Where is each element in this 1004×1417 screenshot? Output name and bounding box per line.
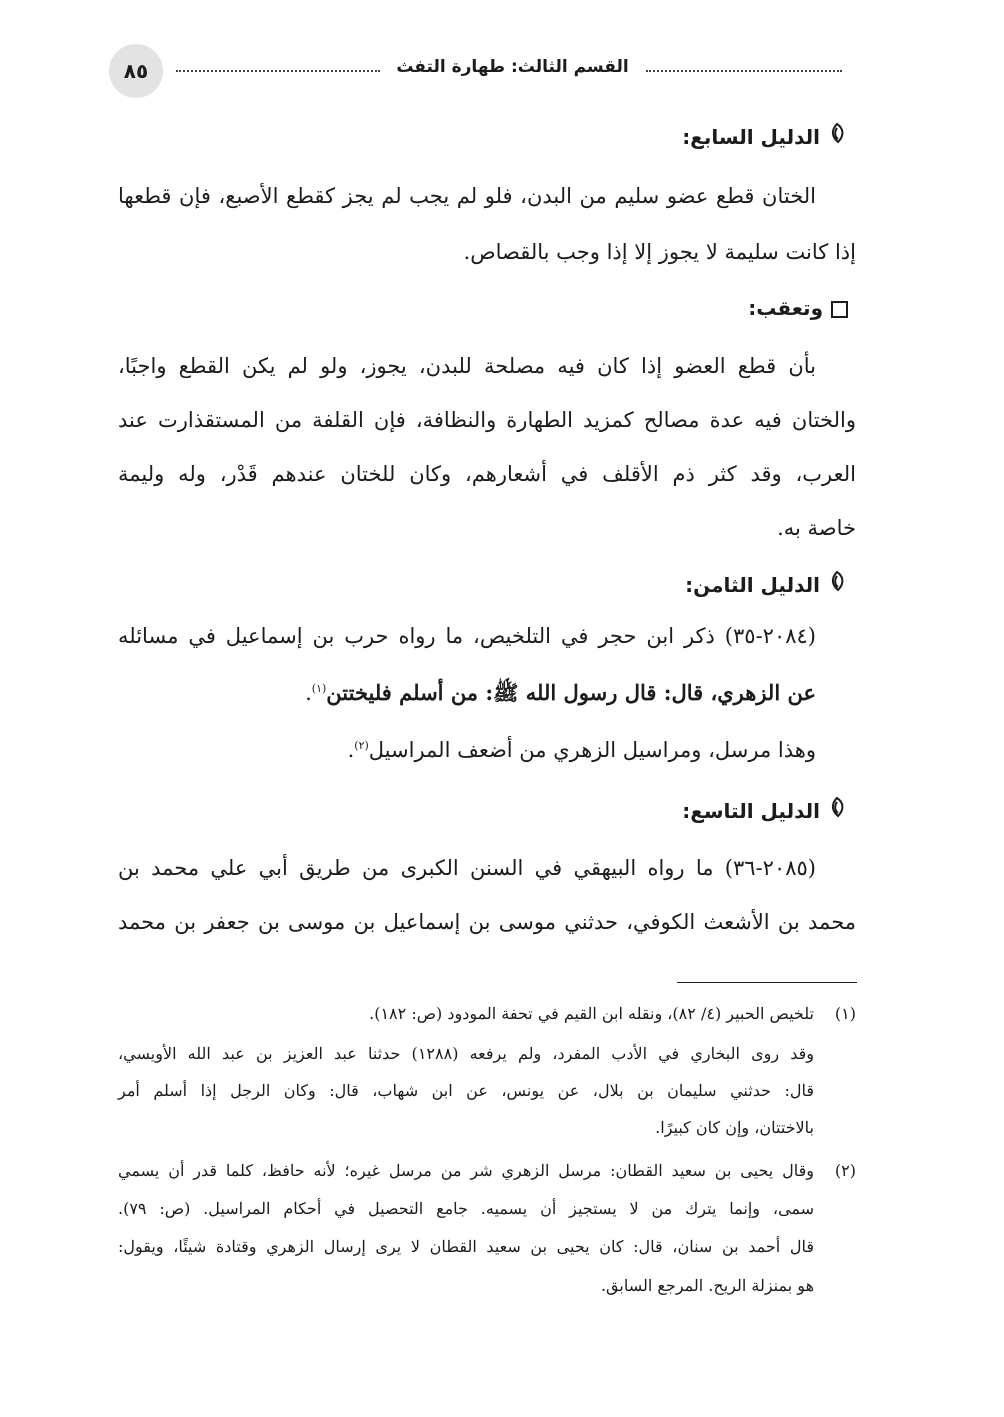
paragraph-2-line-4: خاصة به.	[777, 516, 856, 540]
heading-label: الدليل السابع:	[682, 125, 820, 149]
heading-label: الدليل الثامن:	[685, 573, 820, 597]
running-title: القسم الثالث: طهارة التفث	[396, 57, 629, 77]
heading-evidence-8	[118, 570, 856, 597]
footnote-1-text: قال: حدثني سليمان بن بلال، عن يونس، عن ابن شهاب، قال: وكان الرجل إذا أسلم أمر	[118, 1081, 814, 1100]
footnote-2-text: قال أحمد بن سنان، قال: كان يحيى بن سعيد القطان لا يرى إرسال الزهري وقتادة شيئًا، ويقول:	[118, 1237, 814, 1256]
paragraph-5-line-2: محمد بن الأشعث الكوفي، حدثني موسى بن إسماعيل بن موسى بن جعفر بن محمد	[118, 910, 856, 934]
paragraph-1-line-2: إذا كانت سليمة لا يجوز إلا إذا وجب بالقصاص.	[463, 240, 856, 264]
paragraph-4-line-1	[118, 738, 856, 762]
footnote-separator	[677, 982, 857, 983]
heading-rebuttal	[118, 296, 856, 320]
period: .	[305, 681, 312, 705]
footnote-2-text: هو بمنزلة الريح. المرجع السابق.	[600, 1276, 814, 1295]
footnote-1-text: بالاختتان، وإن كان كبيرًا.	[655, 1118, 814, 1137]
checkbox-square-icon	[831, 301, 848, 318]
footnote-ref-2[interactable]: (٢)	[354, 739, 369, 752]
paragraph-2-line-1: بأن قطع العضو إذا كان فيه مصلحة للبدن، يجوز، ولو لم يكن القطع واجبًا،	[118, 354, 816, 378]
paragraph-5-line-1: (٢٠٨٥-٣٦) ما رواه البيهقي في السنن الكبرى من طريق أبي علي محمد بن	[118, 856, 816, 880]
footnote-1-text: تلخيص الحبير (٤/ ٨٢)، ونقله ابن القيم في تحفة المودود (ص: ١٨٢).	[369, 1004, 814, 1023]
leaf-ornament-icon	[826, 570, 848, 597]
heading-evidence-9	[118, 796, 856, 823]
header-dots-left	[176, 70, 380, 72]
footnote-2-text: وقال يحيى بن سعيد القطان: مرسل الزهري شر من مرسل غيره؛ لأنه حافظ، كلما قدر أن يسمي	[118, 1161, 814, 1180]
footnote-2-text: سمى، وإنما يترك من لا يستجيز أن يسميه. جامع التحصيل في أحكام المراسيل. (ص: ٧٩).	[118, 1199, 815, 1218]
period: .	[347, 738, 355, 762]
heading-label: وتعقب:	[748, 296, 823, 320]
footnote-ref-1[interactable]: (١)	[311, 682, 327, 695]
paragraph-2-line-3: العرب، وقد كثر ذم الأقلف في أشعارهم، وكان للختان عندهم قَدْر، وله وليمة	[118, 462, 856, 486]
leaf-ornament-icon	[826, 796, 848, 823]
mursal-note: وهذا مرسل، ومراسيل الزهري من أضعف المراسيل	[368, 738, 816, 762]
heading-evidence-7	[118, 122, 856, 149]
page-number: ٨٥	[109, 44, 163, 98]
hadith-text: عن الزهري، قال: قال رسول الله ﷺ: من أسلم فليختتن	[326, 680, 816, 705]
paragraph-3-line-2	[118, 680, 856, 711]
leaf-ornament-icon	[826, 122, 848, 149]
footnote-number-2: (٢)	[834, 1161, 856, 1180]
footnote-1-text: وقد روى البخاري في الأدب المفرد، ولم يرفعه (١٢٨٨) حدثنا عبد العزيز بن عبد الله الأويسي،	[118, 1044, 815, 1063]
paragraph-3-line-1: (٢٠٨٤-٣٥) ذكر ابن حجر في التلخيص، ما رواه حرب بن إسماعيل في مسائله	[118, 624, 816, 648]
header-dots-right	[646, 70, 842, 72]
paragraph-1-line-1: الختان قطع عضو سليم من البدن، فلو لم يجب لم يجز كقطع الأصبع، فإن قطعها	[118, 184, 816, 208]
paragraph-2-line-2: والختان فيه عدة مصالح كمزيد الطهارة والنظافة، فإن القلفة من المستقذارت عند	[118, 408, 856, 432]
footnote-number-1: (١)	[834, 1004, 856, 1023]
heading-label: الدليل التاسع:	[682, 799, 820, 823]
